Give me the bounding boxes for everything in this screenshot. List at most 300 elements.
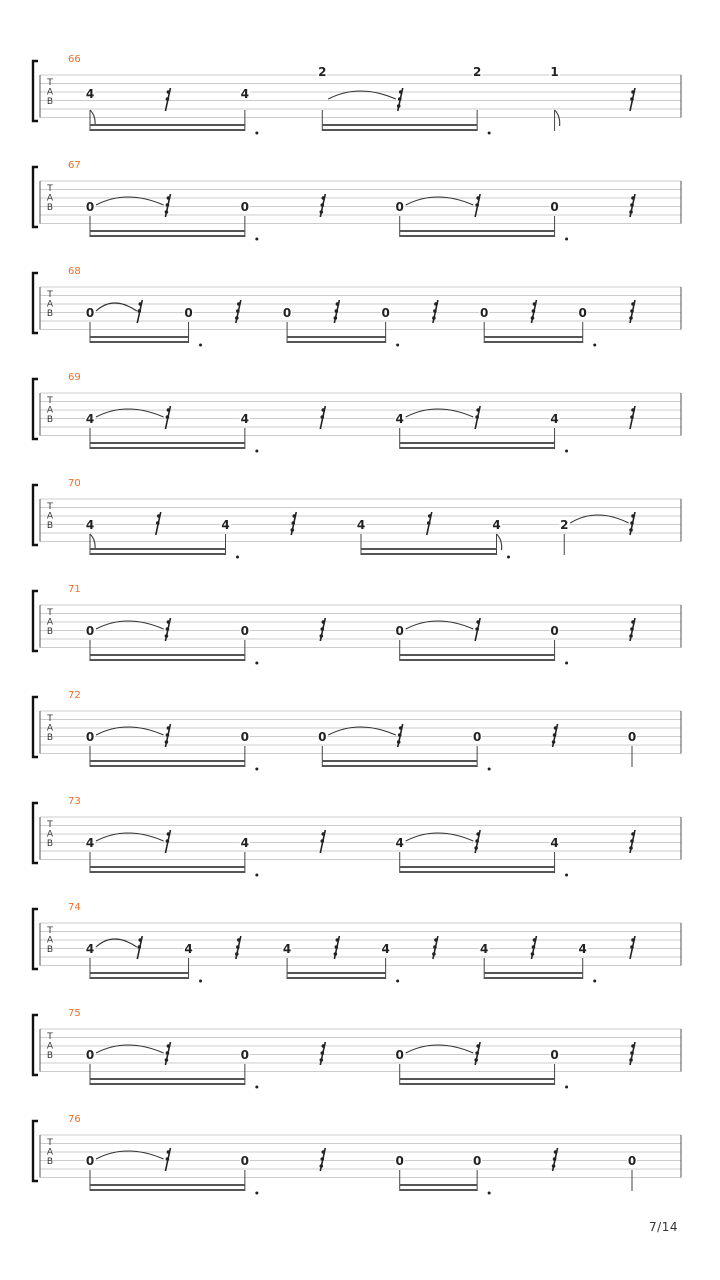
rest-dot xyxy=(553,733,557,737)
beam xyxy=(90,129,245,131)
rest-dot xyxy=(165,634,169,638)
rest-dot xyxy=(397,740,401,744)
rest-dot xyxy=(319,1058,323,1062)
beam xyxy=(90,1083,245,1085)
rest-dot xyxy=(629,846,633,850)
rest-dot xyxy=(433,945,437,949)
fret-number: 0 xyxy=(472,730,482,744)
duration-dot xyxy=(565,662,568,665)
rest-dot xyxy=(137,309,141,313)
beam xyxy=(90,548,226,550)
rest-dot xyxy=(630,521,634,525)
measure-number: 74 xyxy=(68,902,81,913)
fret-number: 0 xyxy=(240,1154,250,1168)
rest-dot xyxy=(237,938,241,942)
rest-dot xyxy=(399,726,403,730)
beam xyxy=(484,341,583,343)
beam xyxy=(90,1189,245,1191)
beam xyxy=(484,336,583,338)
tab-clef-letter: B xyxy=(46,627,54,637)
system-75 xyxy=(33,1008,681,1089)
rest-dot xyxy=(336,938,340,942)
beam xyxy=(90,977,189,979)
beam xyxy=(361,548,497,550)
duration-dot xyxy=(255,662,258,665)
tab-clef-letter: T xyxy=(47,820,53,830)
beam xyxy=(90,1184,245,1186)
rest-dot xyxy=(167,408,171,412)
rest-dot xyxy=(167,1044,171,1048)
beam xyxy=(90,871,245,873)
beam xyxy=(322,765,477,767)
fret-number: 0 xyxy=(381,306,390,320)
beam xyxy=(90,553,226,555)
rest-dot xyxy=(631,302,635,306)
rest-dot xyxy=(631,1044,635,1048)
beam xyxy=(90,442,245,444)
measure-number: 68 xyxy=(68,266,81,277)
beam xyxy=(322,129,477,131)
duration-dot xyxy=(255,768,258,771)
fret-number: 0 xyxy=(318,730,327,744)
system-68 xyxy=(33,266,681,347)
fret-number: 0 xyxy=(550,200,559,214)
rest-dot xyxy=(320,1051,324,1055)
tab-clef-letter: T xyxy=(47,78,53,88)
note-flag xyxy=(497,534,502,550)
rest-dot xyxy=(475,627,479,631)
rest-dot xyxy=(321,1150,325,1154)
fret-number: 0 xyxy=(395,1154,404,1168)
rest-dot xyxy=(166,839,170,843)
tab-clef-letter: B xyxy=(46,309,54,319)
tab-clef-letter: A xyxy=(46,723,54,734)
fret-number: 4 xyxy=(85,87,95,101)
rest-dot xyxy=(336,302,340,306)
tab-clef-letter: B xyxy=(46,1051,54,1061)
duration-dot xyxy=(396,980,399,983)
note-flag xyxy=(555,110,560,126)
rest-dot xyxy=(321,1044,325,1048)
rest-dot xyxy=(434,302,438,306)
fret-number: 4 xyxy=(184,942,193,956)
tab-clef-letter: B xyxy=(46,733,54,743)
measure-number: 69 xyxy=(68,372,81,383)
fret-number: 0 xyxy=(395,1048,404,1062)
fret-number: 4 xyxy=(550,412,559,426)
fret-number: 0 xyxy=(85,306,95,320)
system-bracket xyxy=(33,591,38,651)
rest-dot xyxy=(335,945,339,949)
fret-number: 0 xyxy=(240,624,250,638)
rest-dot xyxy=(166,97,170,101)
rest-dot xyxy=(533,302,537,306)
rest-dot xyxy=(166,1157,170,1161)
rest-dot xyxy=(166,1051,170,1055)
beam xyxy=(400,230,555,232)
fret-number: 0 xyxy=(480,306,489,320)
rest-dot xyxy=(630,627,634,631)
fret-number: 0 xyxy=(550,624,559,638)
rest-dot xyxy=(432,316,436,320)
tab-clef-letter: B xyxy=(46,203,54,213)
rest-dot xyxy=(631,196,635,200)
rest-dot xyxy=(630,203,634,207)
beam xyxy=(90,230,245,232)
system-70 xyxy=(33,478,681,559)
rest-dot xyxy=(320,203,324,207)
fret-number: 4 xyxy=(85,836,95,850)
rest-dot xyxy=(320,415,324,419)
fret-number: 0 xyxy=(184,306,193,320)
beam xyxy=(400,871,555,873)
tab-clef-letter: T xyxy=(47,1138,53,1148)
rest-dot xyxy=(319,1164,323,1168)
rest-dot xyxy=(629,634,633,638)
rest-dot xyxy=(320,1157,324,1161)
rest-dot xyxy=(235,316,239,320)
tab-clef-letter: A xyxy=(46,1041,54,1052)
system-bracket xyxy=(33,1121,38,1181)
beam xyxy=(484,977,583,979)
beam xyxy=(400,447,555,449)
rest-dot xyxy=(157,514,161,518)
rest-dot xyxy=(631,620,635,624)
measure-number: 66 xyxy=(68,54,81,65)
fret-number: 0 xyxy=(395,624,404,638)
tab-clef-letter: B xyxy=(46,945,54,955)
measure-number: 73 xyxy=(68,796,81,807)
tab-clef-letter: B xyxy=(46,839,54,849)
tab-clef-letter: A xyxy=(46,1147,54,1158)
rest-dot xyxy=(236,945,240,949)
measure-number: 71 xyxy=(68,584,81,595)
duration-dot xyxy=(255,1192,258,1195)
rest-dot xyxy=(432,952,436,956)
beam xyxy=(400,1083,555,1085)
system-73 xyxy=(33,796,681,877)
beam xyxy=(361,553,497,555)
rest-dot xyxy=(334,316,338,320)
system-74 xyxy=(33,902,681,983)
fret-number: 0 xyxy=(85,1154,95,1168)
fret-number: 0 xyxy=(627,1154,637,1168)
rest-dot xyxy=(398,97,402,101)
system-bracket xyxy=(33,61,38,121)
rest-dot xyxy=(631,832,635,836)
duration-dot xyxy=(255,1086,258,1089)
duration-dot xyxy=(236,556,239,559)
tab-clef-letter: A xyxy=(46,193,54,204)
beam xyxy=(287,972,386,974)
rest-dot xyxy=(319,210,323,214)
rest-dot xyxy=(629,1058,633,1062)
beam xyxy=(287,341,386,343)
system-71 xyxy=(33,584,681,665)
fret-number: 0 xyxy=(85,1048,95,1062)
duration-dot xyxy=(488,132,491,135)
page-number: 7/14 xyxy=(649,1220,678,1234)
rest-dot xyxy=(165,1058,169,1062)
rest-dot xyxy=(290,528,294,532)
beam xyxy=(400,235,555,237)
rest-dot xyxy=(474,1058,478,1062)
fret-number: 4 xyxy=(240,412,250,426)
fret-number: 0 xyxy=(578,306,587,320)
beam xyxy=(287,977,386,979)
fret-number: 4 xyxy=(578,942,587,956)
fret-number: 0 xyxy=(240,730,250,744)
tab-clef-letter: A xyxy=(46,405,54,416)
beam xyxy=(90,866,245,868)
fret-number: 4 xyxy=(492,518,501,532)
rest-dot xyxy=(291,521,295,525)
rest-dot xyxy=(166,733,170,737)
fret-number: 0 xyxy=(85,200,95,214)
duration-dot xyxy=(593,980,596,983)
rest-dot xyxy=(433,309,437,313)
duration-dot xyxy=(255,238,258,241)
fret-number: 0 xyxy=(240,1048,250,1062)
measure-number: 75 xyxy=(68,1008,81,1019)
beam xyxy=(90,760,245,762)
rest-dot xyxy=(319,634,323,638)
beam xyxy=(400,442,555,444)
beam xyxy=(484,972,583,974)
rest-dot xyxy=(475,415,479,419)
rest-dot xyxy=(235,952,239,956)
beam xyxy=(90,235,245,237)
fret-number: 4 xyxy=(381,942,390,956)
beam xyxy=(90,1078,245,1080)
rest-dot xyxy=(532,309,536,313)
tab-clef-letter: T xyxy=(47,1032,53,1042)
rest-dot xyxy=(531,316,535,320)
beam xyxy=(400,1184,477,1186)
rest-dot xyxy=(138,302,142,306)
tab-clef-letter: T xyxy=(47,396,53,406)
beam xyxy=(322,760,477,762)
rest-dot xyxy=(156,521,160,525)
rest-dot xyxy=(166,415,170,419)
tab-clef-letter: B xyxy=(46,97,54,107)
beam xyxy=(90,972,189,974)
beam xyxy=(90,447,245,449)
duration-dot xyxy=(593,344,596,347)
rest-dot xyxy=(630,945,634,949)
tab-clef-letter: A xyxy=(46,935,54,946)
fret-number: 4 xyxy=(85,412,95,426)
rest-dot xyxy=(554,1150,558,1154)
rest-dot xyxy=(236,309,240,313)
rest-dot xyxy=(237,302,241,306)
rest-dot xyxy=(631,514,635,518)
tab-clef-letter: B xyxy=(46,415,54,425)
rest-dot xyxy=(167,620,171,624)
rest-dot xyxy=(167,90,171,94)
tab-clef-letter: T xyxy=(47,502,53,512)
beam xyxy=(90,341,189,343)
rest-dot xyxy=(399,90,403,94)
rest-dot xyxy=(398,733,402,737)
rest-dot xyxy=(630,415,634,419)
rest-dot xyxy=(629,210,633,214)
system-67 xyxy=(33,160,681,241)
rest-dot xyxy=(631,90,635,94)
fret-number: 4 xyxy=(240,836,250,850)
beam xyxy=(90,336,189,338)
fret-number: 4 xyxy=(480,942,489,956)
note-flag xyxy=(90,534,95,550)
rest-dot xyxy=(630,1051,634,1055)
fret-number: 4 xyxy=(395,836,404,850)
rest-dot xyxy=(321,408,325,412)
fret-number: 0 xyxy=(472,1154,482,1168)
rest-dot xyxy=(476,408,480,412)
system-69 xyxy=(33,372,681,453)
system-bracket xyxy=(33,485,38,545)
beam xyxy=(400,654,555,656)
rest-dot xyxy=(320,627,324,631)
rest-dot xyxy=(552,740,556,744)
duration-dot xyxy=(396,344,399,347)
fret-number: 4 xyxy=(85,942,95,956)
beam xyxy=(322,124,477,126)
system-72 xyxy=(33,690,681,771)
rest-dot xyxy=(137,945,141,949)
tab-clef-letter: A xyxy=(46,87,54,98)
rest-dot xyxy=(321,620,325,624)
rest-dot xyxy=(476,620,480,624)
system-bracket xyxy=(33,697,38,757)
duration-dot xyxy=(488,768,491,771)
rest-dot xyxy=(397,104,401,108)
rest-dot xyxy=(475,203,479,207)
rest-dot xyxy=(476,832,480,836)
rest-dot xyxy=(475,839,479,843)
beam xyxy=(400,659,555,661)
tab-clef-letter: T xyxy=(47,608,53,618)
system-bracket xyxy=(33,909,38,969)
system-bracket xyxy=(33,273,38,333)
system-bracket xyxy=(33,1015,38,1075)
duration-dot xyxy=(565,1086,568,1089)
duration-dot xyxy=(507,556,510,559)
rest-dot xyxy=(165,740,169,744)
rest-dot xyxy=(630,839,634,843)
fret-number: 0 xyxy=(395,200,404,214)
beam xyxy=(400,866,555,868)
system-66 xyxy=(33,54,681,135)
rest-dot xyxy=(321,196,325,200)
rest-dot xyxy=(167,196,171,200)
duration-dot xyxy=(255,450,258,453)
system-bracket xyxy=(33,379,38,439)
tab-clef-letter: A xyxy=(46,829,54,840)
tab-clef-letter: B xyxy=(46,1157,54,1167)
tab-clef-letter: T xyxy=(47,714,53,724)
system-76 xyxy=(33,1114,681,1195)
rest-dot xyxy=(629,528,633,532)
rest-dot xyxy=(630,309,634,313)
duration-dot xyxy=(565,874,568,877)
rest-dot xyxy=(475,1051,479,1055)
beam xyxy=(90,765,245,767)
fret-number: 2 xyxy=(560,518,569,532)
rest-dot xyxy=(166,203,170,207)
tab-clef-letter: A xyxy=(46,299,54,310)
fret-number: 0 xyxy=(282,306,292,320)
tab-clef-letter: B xyxy=(46,521,54,531)
duration-dot xyxy=(199,980,202,983)
duration-dot xyxy=(255,132,258,135)
duration-dot xyxy=(199,344,202,347)
beam xyxy=(400,1078,555,1080)
rest-dot xyxy=(321,832,325,836)
beam xyxy=(287,336,386,338)
tab-clef-letter: A xyxy=(46,617,54,628)
rest-dot xyxy=(554,726,558,730)
system-bracket xyxy=(33,167,38,227)
rest-dot xyxy=(630,97,634,101)
tab-clef-letter: T xyxy=(47,290,53,300)
tab-clef-letter: T xyxy=(47,184,53,194)
fret-number: 4 xyxy=(550,836,559,850)
rest-dot xyxy=(531,952,535,956)
rest-dot xyxy=(166,627,170,631)
measure-number: 72 xyxy=(68,690,81,701)
fret-number: 2 xyxy=(318,65,327,79)
rest-dot xyxy=(292,514,296,518)
rest-dot xyxy=(474,846,478,850)
fret-number: 4 xyxy=(85,518,95,532)
rest-dot xyxy=(629,316,633,320)
rest-dot xyxy=(532,945,536,949)
fret-number: 4 xyxy=(282,942,292,956)
tab-clef-letter: T xyxy=(47,926,53,936)
measure-number: 76 xyxy=(68,1114,81,1125)
rest-dot xyxy=(553,1157,557,1161)
measure-number: 67 xyxy=(68,160,81,171)
fret-number: 4 xyxy=(356,518,366,532)
system-bracket xyxy=(33,803,38,863)
rest-dot xyxy=(476,1044,480,1048)
rest-dot xyxy=(427,521,431,525)
fret-number: 0 xyxy=(85,624,95,638)
rest-dot xyxy=(320,839,324,843)
note-flag xyxy=(90,110,95,126)
rest-dot xyxy=(165,210,169,214)
fret-number: 0 xyxy=(240,200,250,214)
duration-dot xyxy=(488,1192,491,1195)
beam xyxy=(90,124,245,126)
rest-dot xyxy=(552,1164,556,1168)
rest-dot xyxy=(167,726,171,730)
duration-dot xyxy=(255,874,258,877)
measure-number: 70 xyxy=(68,478,81,489)
fret-number: 0 xyxy=(627,730,637,744)
duration-dot xyxy=(565,238,568,241)
duration-dot xyxy=(565,450,568,453)
beam xyxy=(90,659,245,661)
fret-number: 0 xyxy=(85,730,95,744)
rest-dot xyxy=(434,938,438,942)
rest-dot xyxy=(476,196,480,200)
rest-dot xyxy=(631,408,635,412)
tab-clef-letter: A xyxy=(46,511,54,522)
beam xyxy=(400,1189,477,1191)
rest-dot xyxy=(334,952,338,956)
